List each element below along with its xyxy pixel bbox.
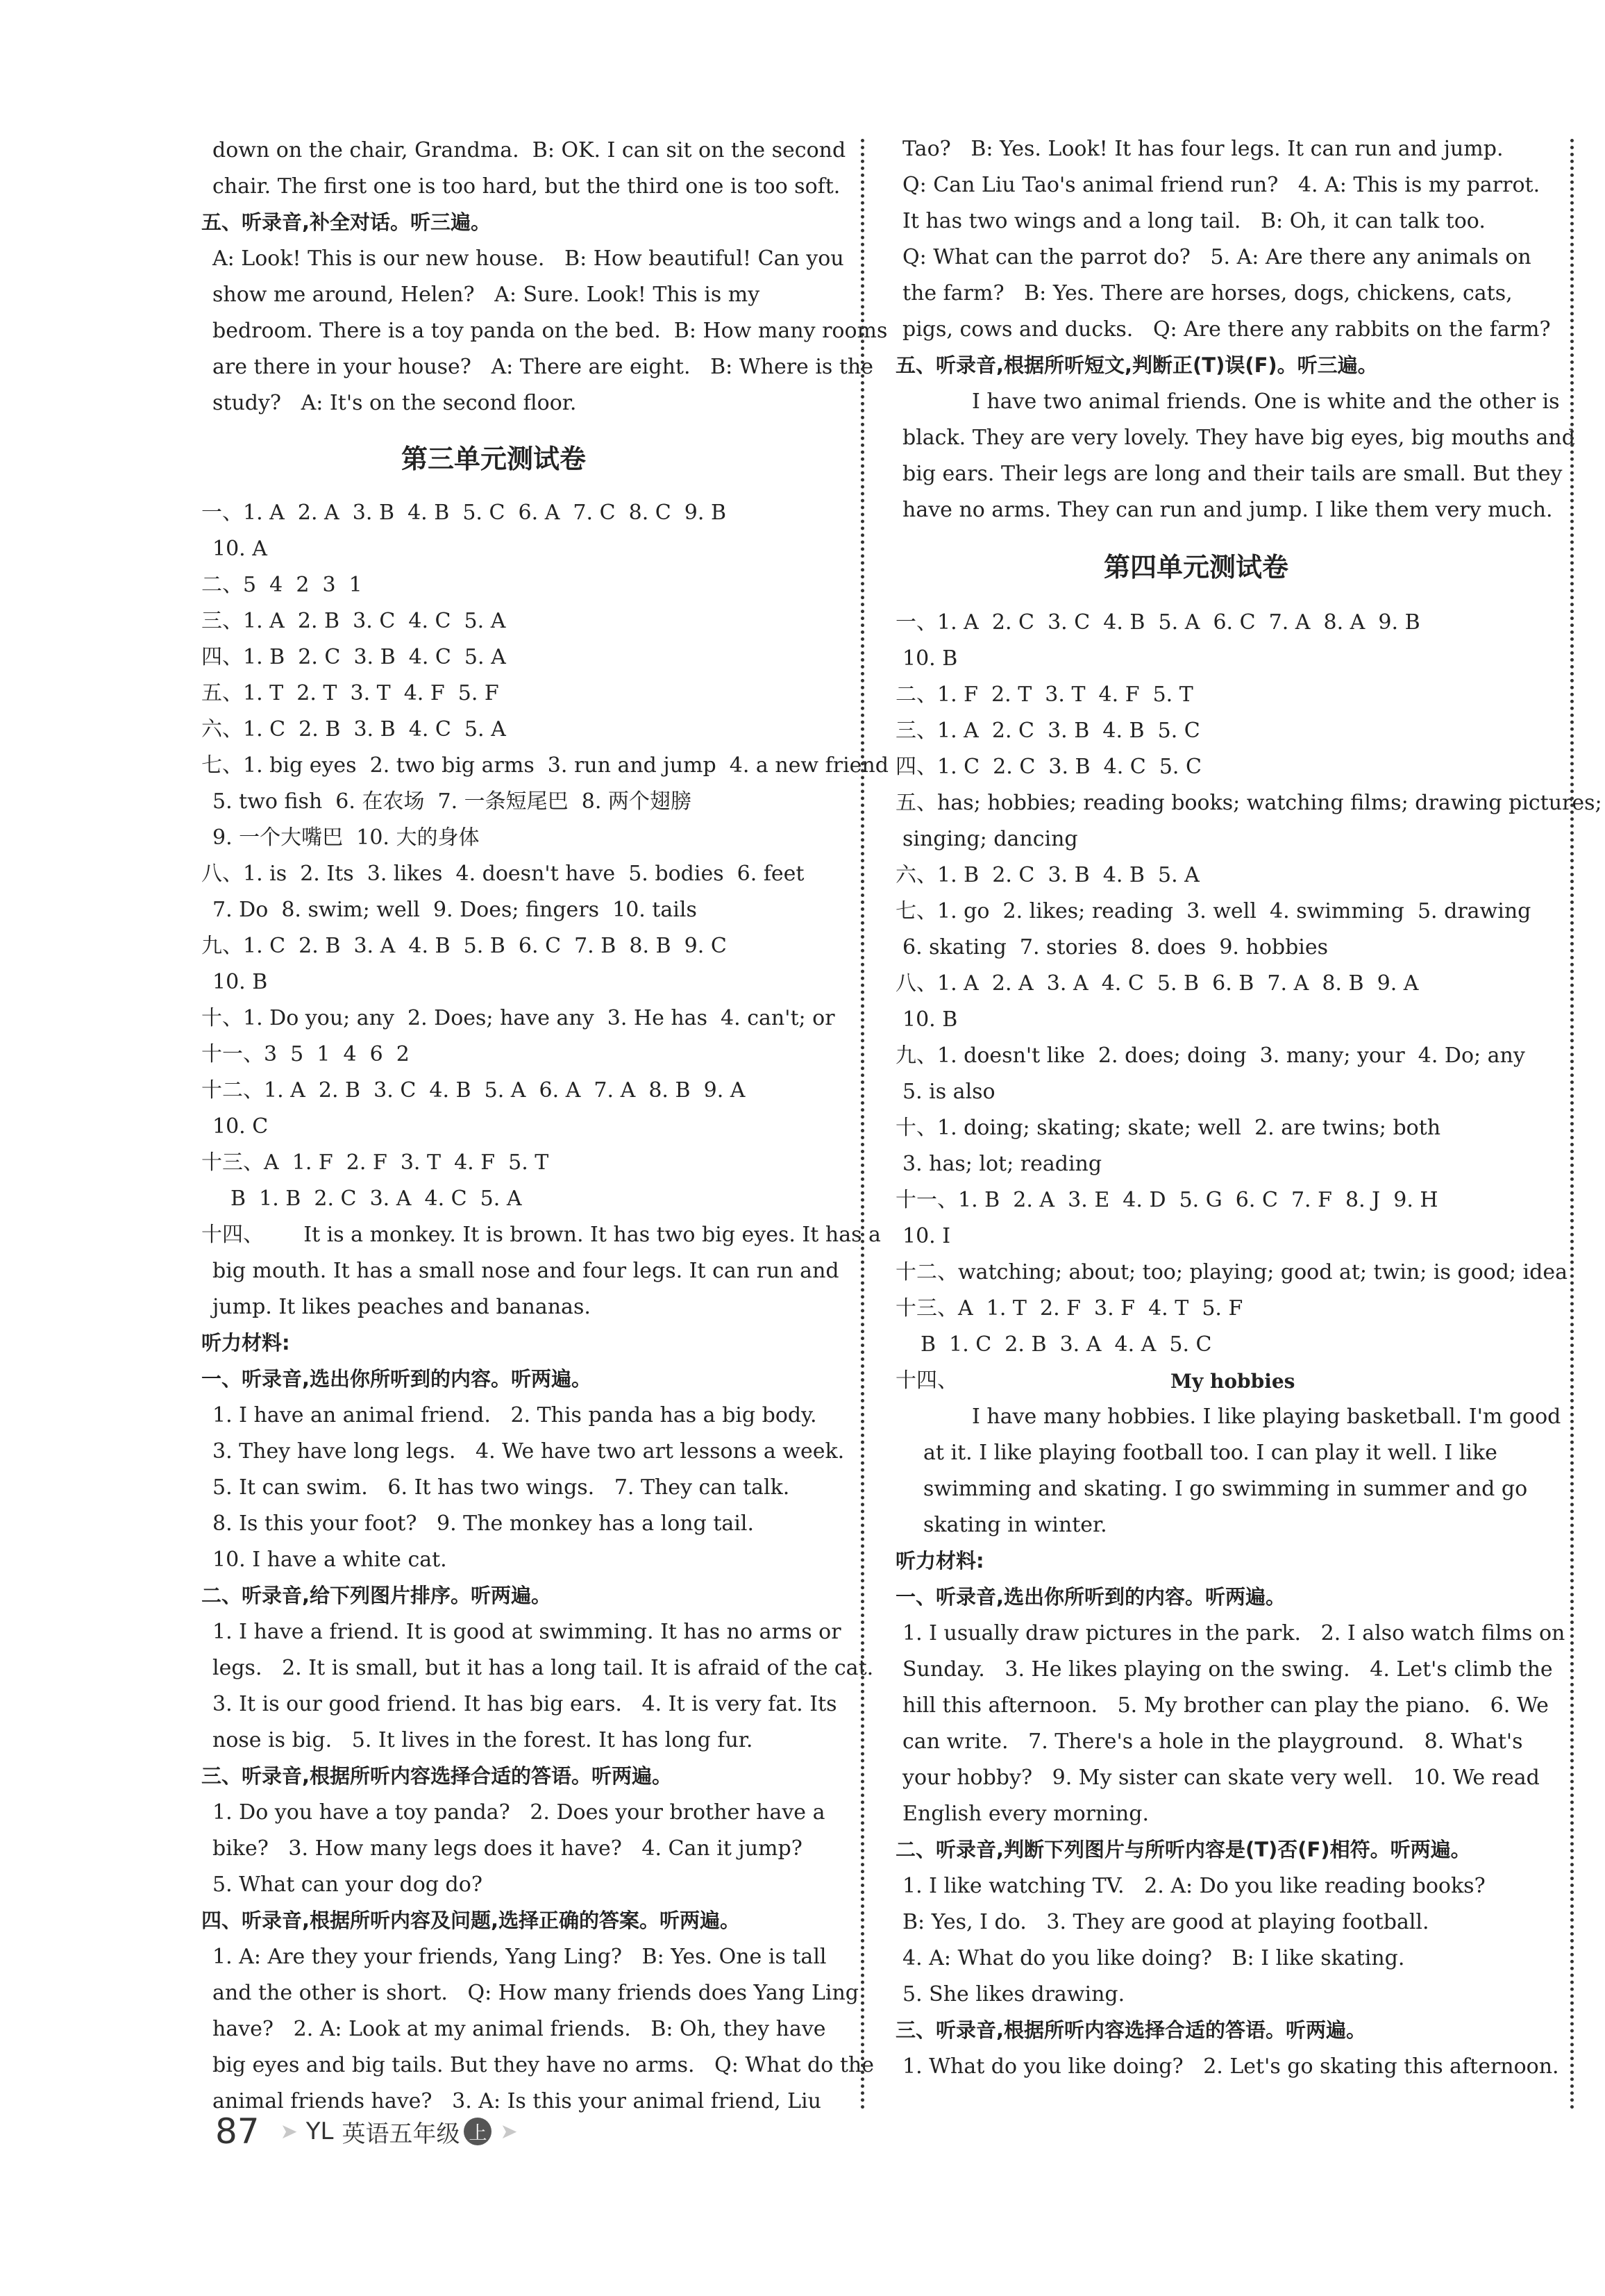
text-line: 1. A: Are they your friends, Yang Ling? B: Yes. One is tall bbox=[212, 1945, 827, 1969]
answer-line: 二、5 4 2 3 1 bbox=[201, 573, 362, 597]
book-code: YL bbox=[305, 2118, 334, 2145]
answer-line: 七、1. big eyes 2. two big arms 3. run and jump 4. a new friend bbox=[201, 753, 889, 778]
text-line: big eyes and big tails. But they have no arms. Q: What do the bbox=[212, 2053, 874, 2077]
text-line: Q: Can Liu Tao's animal friend run? 4. A: This is my parrot. bbox=[902, 173, 1540, 197]
answer-line: 10. B bbox=[902, 1007, 958, 1032]
text-line: 5. It can swim. 6. It has two wings. 7. They can talk. bbox=[212, 1475, 790, 1500]
answer-line: 9. 一个大嘴巴 10. 大的身体 bbox=[212, 826, 480, 850]
unit-title: 第三单元测试卷 bbox=[401, 444, 587, 474]
answer-line: 十二、1. A 2. B 3. C 4. B 5. A 6. A 7. A 8. B 9. A bbox=[201, 1078, 746, 1103]
text-line: pigs, cows and ducks. Q: Are there any rabbits on the farm? bbox=[902, 317, 1551, 342]
text-line: 5. She likes drawing. bbox=[902, 1982, 1125, 2006]
text-line: 3. It is our good friend. It has big ears. 4. It is very fat. Its bbox=[212, 1692, 837, 1716]
arrow-icon: ➤ bbox=[500, 2119, 518, 2144]
text-line: 4. A: What do you like doing? B: I like skating. bbox=[902, 1946, 1405, 1970]
answer-line: 八、1. is 2. Its 3. likes 4. doesn't have 5. bodies 6. feet bbox=[201, 862, 805, 886]
answer-line: 十四、 bbox=[896, 1368, 958, 1393]
answer-line: B 1. C 2. B 3. A 4. A 5. C bbox=[921, 1332, 1212, 1357]
answer-line: B 1. B 2. C 3. A 4. C 5. A bbox=[230, 1187, 522, 1211]
section-heading: 五、听录音,补全对话。听三遍。 bbox=[201, 210, 491, 234]
text-line: 1. I have an animal friend. 2. This panda has a big body. bbox=[212, 1403, 817, 1427]
section-heading: 听力材料: bbox=[896, 1549, 984, 1573]
text-line: I have many hobbies. I like playing basketball. I'm good bbox=[972, 1405, 1561, 1429]
section-heading: 一、听录音,选出你所听到的内容。听两遍。 bbox=[896, 1585, 1286, 1609]
answer-line: 10. C bbox=[212, 1114, 269, 1139]
text-line: 1. I have a friend. It is good at swimming. It has no arms or bbox=[212, 1620, 841, 1644]
text-line: bike? 3. How many legs does it have? 4. Can it jump? bbox=[212, 1836, 802, 1861]
text-line: can write. 7. There's a hole in the playground. 8. What's bbox=[902, 1729, 1523, 1754]
answer-line: 四、1. B 2. C 3. B 4. C 5. A bbox=[201, 645, 506, 669]
answer-line: 6. skating 7. stories 8. does 9. hobbies bbox=[902, 935, 1329, 960]
text-line: your hobby? 9. My sister can skate very well. 10. We read bbox=[902, 1766, 1540, 1790]
answer-line: 三、1. A 2. C 3. B 4. B 5. C bbox=[896, 719, 1200, 743]
text-line: and the other is short. Q: How many friends does Yang Ling bbox=[212, 1981, 859, 2005]
text-line: down on the chair, Grandma. B: OK. I can sit on the second bbox=[212, 138, 846, 162]
volume-badge: 上 bbox=[464, 2118, 491, 2145]
text-line: show me around, Helen? A: Sure. Look! This is my bbox=[212, 283, 760, 307]
subject-label: 英语五年级 bbox=[342, 2120, 460, 2148]
section-heading: 一、听录音,选出你所听到的内容。听两遍。 bbox=[201, 1367, 592, 1391]
answer-line: 八、1. A 2. A 3. A 4. C 5. B 6. B 7. A 8. B 9. A bbox=[896, 971, 1419, 996]
page-number: 87 bbox=[215, 2111, 260, 2152]
answer-line: 一、1. A 2. A 3. B 4. B 5. C 6. A 7. C 8. C 9. B bbox=[201, 501, 727, 525]
text-line: 1. I usually draw pictures in the park. 2. I also watch films on bbox=[902, 1621, 1565, 1645]
answer-line: 十一、3 5 1 4 6 2 bbox=[201, 1042, 410, 1066]
page-footer bbox=[215, 2111, 526, 2152]
text-line: It has two wings and a long tail. B: Oh, it can talk too. bbox=[902, 209, 1486, 233]
answer-line: 七、1. go 2. likes; reading 3. well 4. swimming 5. drawing bbox=[896, 899, 1531, 923]
answer-line: 十、1. Do you; any 2. Does; have any 3. He has 4. can't; or bbox=[201, 1006, 835, 1030]
text-line: 5. What can your dog do? bbox=[212, 1872, 482, 1897]
answer-line: 5. is also bbox=[902, 1080, 995, 1104]
text-line: chair. The first one is too hard, but the third one is too soft. bbox=[212, 174, 841, 199]
answer-line: 六、1. C 2. B 3. B 4. C 5. A bbox=[201, 717, 506, 741]
answer-line: 二、1. F 2. T 3. T 4. F 5. T bbox=[896, 682, 1193, 707]
text-line: skating in winter. bbox=[923, 1513, 1107, 1537]
answer-line: 十二、watching; about; too; playing; good at; twin; is good; idea bbox=[896, 1260, 1568, 1284]
text-line: hill this afternoon. 5. My brother can play the piano. 6. We bbox=[902, 1693, 1549, 1718]
text-line: are there in your house? A: There are eight. B: Where is the bbox=[212, 355, 873, 379]
section-heading: 二、听录音,给下列图片排序。听两遍。 bbox=[201, 1584, 552, 1607]
text-line: Tao? B: Yes. Look! It has four legs. It can run and jump. bbox=[902, 137, 1504, 161]
text-line: A: Look! This is our new house. B: How beautiful! Can you bbox=[212, 246, 844, 271]
text-line: big ears. Their legs are long and their tails are small. But they bbox=[902, 462, 1563, 486]
text-line: jump. It likes peaches and bananas. bbox=[212, 1295, 591, 1319]
text-line: 3. They have long legs. 4. We have two art lessons a week. bbox=[212, 1439, 845, 1464]
text-line: English every morning. bbox=[902, 1802, 1149, 1826]
text-line: swimming and skating. I go swimming in summer and go bbox=[923, 1477, 1528, 1501]
text-line: B: Yes, I do. 3. They are good at playing football. bbox=[902, 1910, 1429, 1934]
text-line: 10. I have a white cat. bbox=[212, 1548, 447, 1572]
answer-line: 十、1. doing; skating; skate; well 2. are twins; both bbox=[896, 1116, 1441, 1140]
text-line: 8. Is this your foot? 9. The monkey has a long tail. bbox=[212, 1511, 754, 1536]
answer-line: 五、has; hobbies; reading books; watching films; drawing pictures; bbox=[896, 791, 1602, 815]
section-heading: 三、听录音,根据所听内容选择合适的答语。听两遍。 bbox=[201, 1764, 673, 1788]
answer-line: 十三、A 1. F 2. F 3. T 4. F 5. T bbox=[201, 1150, 549, 1175]
answer-line: 十一、1. B 2. A 3. E 4. D 5. G 6. C 7. F 8. J 9. H bbox=[896, 1188, 1438, 1212]
unit-title: 第四单元测试卷 bbox=[1104, 552, 1289, 583]
section-heading: 听力材料: bbox=[201, 1331, 290, 1355]
section-heading: 五、听录音,根据所听短文,判断正(T)误(F)。听三遍。 bbox=[896, 353, 1378, 377]
text-line: bedroom. There is a toy panda on the bed. B: How many rooms bbox=[212, 319, 888, 343]
text-line: legs. 2. It is small, but it has a long tail. It is afraid of the cat. bbox=[212, 1656, 874, 1680]
answer-line: 四、1. C 2. C 3. B 4. C 5. C bbox=[896, 755, 1202, 779]
text-line: animal friends have? 3. A: Is this your animal friend, Liu bbox=[212, 2089, 821, 2113]
answer-line: 十四、 It is a monkey. It is brown. It has two big eyes. It has a bbox=[201, 1223, 881, 1247]
answer-line: 一、1. A 2. C 3. C 4. B 5. A 6. C 7. A 8. A 9. B bbox=[896, 610, 1420, 635]
answer-line: 7. Do 8. swim; well 9. Does; fingers 10. tails bbox=[212, 898, 697, 922]
text-line: 1. Do you have a toy panda? 2. Does your brother have a bbox=[212, 1800, 825, 1825]
answer-line: 九、1. doesn't like 2. does; doing 3. many; your 4. Do; any bbox=[896, 1044, 1525, 1068]
answer-line: 十三、A 1. T 2. F 3. F 4. T 5. F bbox=[896, 1296, 1243, 1321]
text-line: 1. What do you like doing? 2. Let's go skating this afternoon. bbox=[902, 2054, 1559, 2079]
answer-line: 5. two fish 6. 在农场 7. 一条短尾巴 8. 两个翅膀 bbox=[212, 789, 691, 814]
text-line: Q: What can the parrot do? 5. A: Are there any animals on bbox=[902, 245, 1531, 269]
text-line: 1. I like watching TV. 2. A: Do you like reading books? bbox=[902, 1874, 1486, 1898]
text-line: have? 2. A: Look at my animal friends. B: Oh, they have bbox=[212, 2017, 826, 2041]
answer-line: 九、1. C 2. B 3. A 4. B 5. B 6. C 7. B 8. B 9. C bbox=[201, 934, 727, 958]
answer-line: 10. I bbox=[902, 1224, 951, 1248]
answer-line: singing; dancing bbox=[902, 827, 1078, 851]
text-line: have no arms. They can run and jump. I like them very much. bbox=[902, 498, 1553, 522]
text-line: study? A: It's on the second floor. bbox=[212, 391, 577, 415]
answer-line: 10. B bbox=[902, 646, 958, 671]
text-line: nose is big. 5. It lives in the forest. It has long fur. bbox=[212, 1728, 753, 1752]
right-edge-divider bbox=[1570, 139, 1574, 2111]
text-line: I have two animal friends. One is white and the other is bbox=[972, 389, 1560, 414]
text-line: big mouth. It has a small nose and four legs. It can run and bbox=[212, 1259, 839, 1283]
answer-line: 10. A bbox=[212, 537, 267, 561]
text-line: Sunday. 3. He likes playing on the swing. 4. Let's climb the bbox=[902, 1657, 1553, 1682]
column-divider bbox=[861, 139, 864, 2111]
section-heading: 四、听录音,根据所听内容及问题,选择正确的答案。听两遍。 bbox=[201, 1909, 741, 1932]
answer-line: 五、1. T 2. T 3. T 4. F 5. F bbox=[201, 681, 499, 705]
text-line: the farm? B: Yes. There are horses, dogs, chickens, cats, bbox=[902, 281, 1513, 305]
essay-title: My hobbies bbox=[1170, 1370, 1295, 1393]
arrow-icon: ➤ bbox=[280, 2119, 298, 2144]
section-heading: 三、听录音,根据所听内容选择合适的答语。听两遍。 bbox=[896, 2018, 1367, 2042]
text-line: black. They are very lovely. They have big eyes, big mouths and bbox=[902, 426, 1575, 450]
answer-line: 六、1. B 2. C 3. B 4. B 5. A bbox=[896, 863, 1200, 887]
section-heading: 二、听录音,判断下列图片与所听内容是(T)否(F)相符。听两遍。 bbox=[896, 1838, 1471, 1861]
text-line: at it. I like playing football too. I can play it well. I like bbox=[923, 1441, 1497, 1465]
answer-line: 三、1. A 2. B 3. C 4. C 5. A bbox=[201, 609, 506, 633]
answer-line: 3. has; lot; reading bbox=[902, 1152, 1102, 1176]
answer-line: 10. B bbox=[212, 970, 268, 994]
